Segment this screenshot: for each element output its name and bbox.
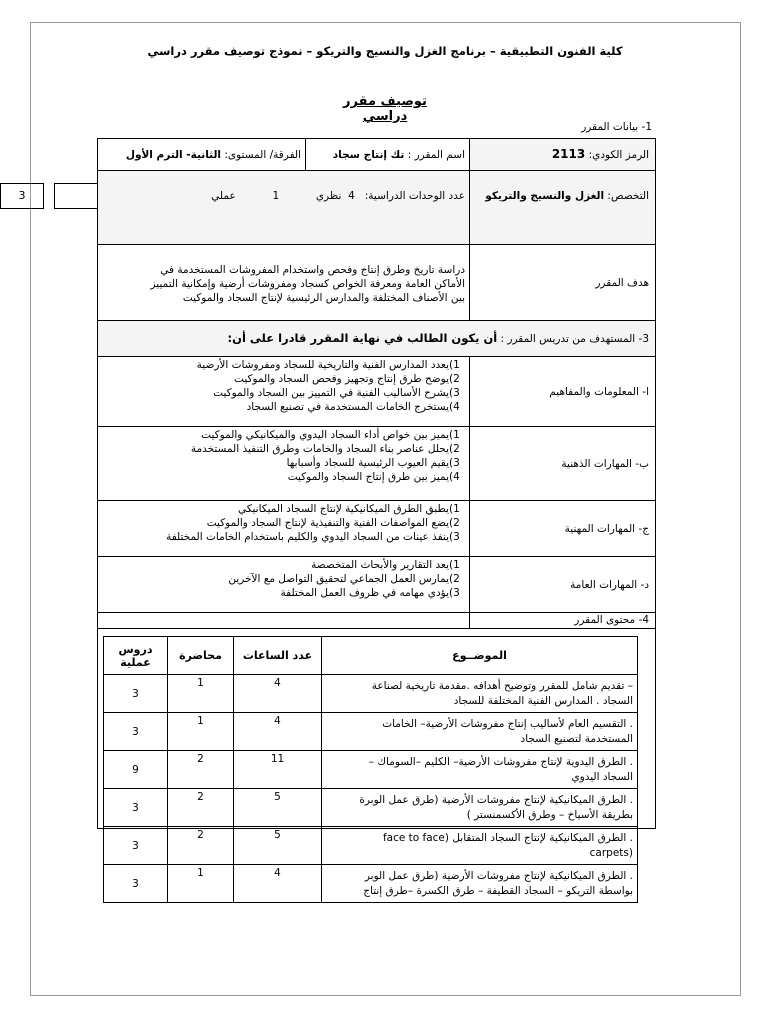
outcome-item: 1)يميز بين خواص أداء السجاد اليدوي والميكانيكي والموكيت [201,429,460,441]
goal-label-cell [470,245,656,321]
outcome-item: 3)يؤدي مهامه في ظروف العمل المختلفة [280,587,460,599]
group-label: ب- المهارات الذهنية [561,457,649,470]
doc-title: توصيف مقرر دراسي [343,94,427,124]
code-value: 2113 [551,147,586,161]
section-4-heading: 4- محتوى المقرر [574,614,649,626]
units-label: عدد الوحدات الدراسية: [364,190,465,202]
topic-cell: . الطرق الميكانيكية لإنتاج مفروشات الأرضية (طرق عمل الوبر بواسطة التريكو – السجاد القطيفة – طرق الكسرة –طرق إنتاج [322,865,638,903]
group-label-cell [470,557,656,613]
practical-cell: 3 [104,865,168,903]
group-items-cell [98,427,470,501]
outcomes-prefix: 3- المستهدف من تدريس المقرر : [500,333,649,345]
lecture-cell: 1 [168,713,234,751]
level-label: الفرقة/ المستوى: [224,148,301,161]
outcome-item: 1)يطبق الطرق الميكانيكية لإنتاج السجاد الميكانيكي [237,503,460,515]
group-label-cell [470,357,656,427]
empty-cell [98,613,470,629]
table-row [104,751,638,789]
topic-header: الموضــوع [322,637,638,675]
table-row [104,827,638,865]
outcome-item: 3)ينفذ عينات من السجاد اليدوي والكليم باستخدام الخامات المختلفة [166,531,460,543]
goal-label: هدف المقرر [595,276,649,289]
goal-line: بين الأصناف المختلفة والمدارس الرئيسية لإنتاج السجاد والموكيت [182,292,465,304]
outcome-item: 3)يشرح الأساليب الفنية في التمييز بين السجاد والموكيت [213,387,460,399]
group-label-cell [470,427,656,501]
level-value: الثانية- الترم الأول [125,148,221,161]
side-number: 3 [18,189,26,202]
outcome-item: 4)يستخرج الخامات المستخدمة في تصنيع السجاد [246,401,460,413]
hours-cell: 5 [234,827,322,865]
course-name-value: تك إنتاج سجاد [332,148,405,161]
practical-cell: 3 [104,675,168,713]
table-row [104,789,638,827]
outcome-item: 1)يعدد المدارس الفنية والتاريخية للسجاد ومفروشات الأرضية [196,359,460,371]
outcome-item: 2)يحلل عناصر بناء السجاد والخامات وطرق التنفيذ المستخدمة [190,443,460,455]
units-theory-value: 4 [348,190,355,202]
outcome-item: 2)يوضح طرق إنتاج وتجهيز وفحص السجاد والموكيت [234,373,460,385]
content-left-border [97,628,98,828]
course-name-cell [306,139,470,171]
lecture-cell: 1 [168,675,234,713]
table-row [104,675,638,713]
course-name-label: اسم المقرر : [407,148,465,161]
hours-header: عدد الساعات [234,637,322,675]
outcome-item: 2)يضع المواصفات الفنية والتنفيذية لإنتاج السجاد والموكيت [206,517,460,529]
hours-cell: 4 [234,675,322,713]
outcome-item: 3)يقيم العيوب الرئيسية للسجاد وأسبابها [286,457,460,469]
course-spec-table [97,138,656,629]
group-label-cell [470,501,656,557]
units-practical-value: 1 [272,190,280,202]
group-items-cell [98,557,470,613]
hours-cell: 11 [234,751,322,789]
practical-cell: 3 [104,713,168,751]
group-items-cell [98,357,470,427]
group-label: ج- المهارات المهنية [564,522,649,535]
topic-cell: . الطرق الميكانيكية لإنتاج مفروشات الأرضية (طرق عمل الوبرة بطريقة الأسياخ – وطرق الأكسمنستر ) [322,789,638,827]
content-bottom-border [97,828,656,829]
spec-label: التخصص: [607,190,649,202]
content-right-border [655,628,656,828]
content-table [103,636,638,903]
level-cell [98,139,306,171]
practical-cell: 3 [104,789,168,827]
side-number-box [0,183,44,209]
practical-cell: 3 [104,827,168,865]
goal-line: الأماكن العامة ومعرفة الخواص كسجاد ومفروشات أرضية وإمكانية التمييز [150,278,465,290]
table-row [104,865,638,903]
hours-cell: 4 [234,865,322,903]
practical-cell: 9 [104,751,168,789]
code-cell [470,139,656,171]
units-theory-label: نظري [315,190,342,202]
units-cell [98,171,470,245]
outcome-item: 4)يميز بين طرق إنتاج السجاد والموكيت [287,471,460,483]
lecture-cell: 1 [168,865,234,903]
lecture-cell: 2 [168,751,234,789]
table-row [104,713,638,751]
group-label: ا- المعلومات والمفاهيم [549,385,649,398]
units-practical-label: عملي [211,190,236,202]
outcome-item: 1)يعد التقارير والأبحاث المتخصصة [311,559,460,571]
spec-cell [470,171,656,245]
practical-header: دروس عملية [104,637,168,675]
topic-cell: . التقسيم العام لأساليب إنتاج مفروشات الأرضية– الخامات المستخدمة لتصنيع السجاد [322,713,638,751]
section-1-heading: 1- بيانات المقرر [581,121,652,133]
topic-cell: . الطرق الميكانيكية لإنتاج السجاد المتقابل (face to face (carpets [322,827,638,865]
goal-line: دراسة تاريخ وطرق إنتاج وفحص واستخدام المفروشات المستخدمة في [160,264,465,276]
group-label: د- المهارات العامة [570,578,649,591]
topic-cell: . الطرق اليدوية لإنتاج مفروشات الأرضية– الكليم –السوماك – السجاد اليدوي [322,751,638,789]
lecture-header: محاضرة [168,637,234,675]
goal-text-cell [98,245,470,321]
lecture-cell: 2 [168,827,234,865]
hours-cell: 5 [234,789,322,827]
outcomes-heading-cell [98,321,656,357]
topic-cell: – تقديم شامل للمقرر وتوضيح أهدافه .مقدمة تاريخية لصناعة السجاد . المدارس الفنية المختلفة للسجاد [322,675,638,713]
header-title: كلية الفنون التطبيقية – برنامج الغزل والنسيج والتريكو – نموذج توصيف مقرر دراسي [147,44,623,58]
lecture-cell: 2 [168,789,234,827]
outcomes-bold: أن يكون الطالب في نهاية المقرر قادرا على أن: [227,331,498,345]
spec-value: الغزل والنسيج والتريكو [485,190,605,202]
outcome-item: 2)يمارس العمل الجماعي لتحقيق التواصل مع الآخرين [228,573,460,585]
hours-cell: 4 [234,713,322,751]
section-4-cell [470,613,656,629]
code-label: الرمز الكودي: [588,149,649,161]
group-items-cell [98,501,470,557]
